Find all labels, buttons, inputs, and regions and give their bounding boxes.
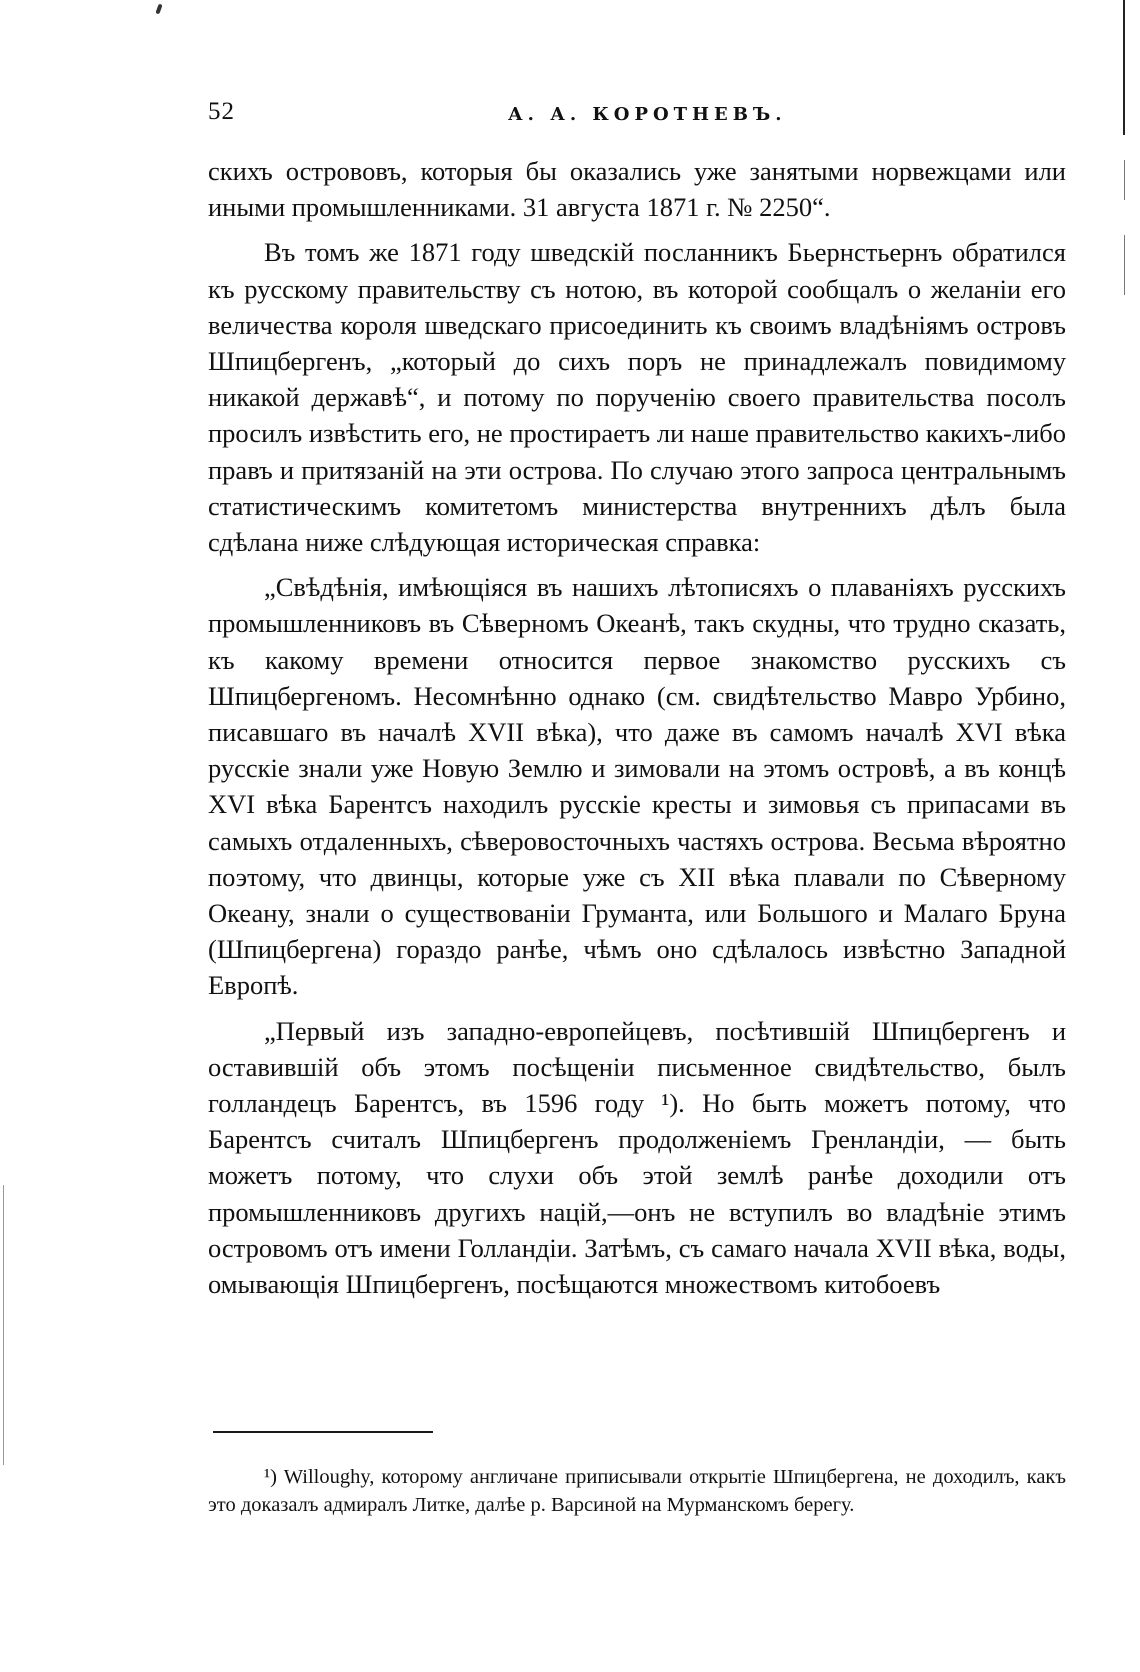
scan-edge-line (1123, 0, 1125, 135)
paragraph: „Свѣдѣнія, имѣющіяся въ нашихъ лѣтописяхъ о плаваніяхъ русскихъ промышленниковъ въ Сѣверномъ Океанѣ, такъ скудны, что трудно сказать, къ какому времени относится первое знакомство русскихъ съ Шпицбергеномъ. Несомнѣнно однако (см. свидѣтельство Мавро Урбино, писавшаго въ началѣ XVII вѣка), что даже въ самомъ началѣ XVI вѣка русскіе знали уже Новую Землю и зимовали на этомъ островѣ, а въ концѣ XVI вѣка Барентсъ находилъ русскіе кресты и зимовья съ припасами въ самыхъ отдаленныхъ, сѣверовосточныхъ частяхъ острова. Весьма вѣроятно поэтому, что двинцы, которые уже съ XII вѣка плавали по Сѣверному Океану, знали о существованіи Груманта, или Большого и Малаго Бруна (Шпицбергена) гораздо ранѣе, чѣмъ оно сдѣлалось извѣстно Западной Европѣ. (208, 572, 1066, 1001)
ink-speck (155, 4, 162, 15)
paragraph: Въ томъ же 1871 году шведскій посланникъ Бьернстьернъ обратился къ русскому правительству съ нотою, въ которой сообщалъ о желаніи его величества короля шведскаго присоединить къ своимъ владѣніямъ островъ Шпицбергенъ, „который до сихъ поръ не принадлежалъ повидимому никакой державѣ“, и потому по порученію своего правительства посолъ просилъ извѣстить его, не простираетъ ли наше правительство какихъ-либо правъ и притязаній на эти острова. По случаю этого запроса центральнымъ статистическимъ комитетомъ министерства внутреннихъ дѣлъ была сдѣлана ниже слѣдующая историческая справка: (208, 237, 1066, 558)
footnote-text: ¹) Willoughy, которому англичане приписывали открытіе Шпицбергена, не доходилъ, какъ это доказалъ адмиралъ Литке, далѣе р. Варсиной на Мурманскомъ берегу. (208, 1466, 1066, 1516)
paragraph: „Первый изъ западно-европейцевъ, посѣтившій Шпицбергенъ и оставившій объ этомъ посѣщеніи письменное свидѣтельство, былъ голландецъ Барентсъ, въ 1596 году ¹). Но быть можетъ потому, что Барентсъ считалъ Шпицбергенъ продолженіемъ Гренландіи, — быть можетъ потому, что слухи объ этой землѣ ранѣе доходили отъ промышленниковъ другихъ націй,—онъ не вступилъ во владѣніе этимъ островомъ отъ имени Голландіи. Затѣмъ, съ самаго начала XVII вѣка, воды, омывающія Шпицбергенъ, посѣщаются множествомъ китобоевъ (208, 1015, 1066, 1300)
scan-edge-mark (3, 1185, 4, 1465)
body-text (208, 153, 1066, 1311)
page-number: 52 (208, 98, 235, 125)
scan-edge-mark (1124, 235, 1125, 295)
page-header (208, 98, 1066, 134)
running-head: А. А. КОРОТНЕВЪ. (508, 104, 787, 125)
footnote (208, 1463, 1066, 1519)
footnote-divider (213, 1431, 433, 1433)
scan-edge-mark (1124, 160, 1125, 200)
paragraph: скихъ острововъ, которыя бы оказались уже занятыми норвежцами или иными промышленниками. 31 августа 1871 г. № 2250“. (208, 156, 1066, 223)
